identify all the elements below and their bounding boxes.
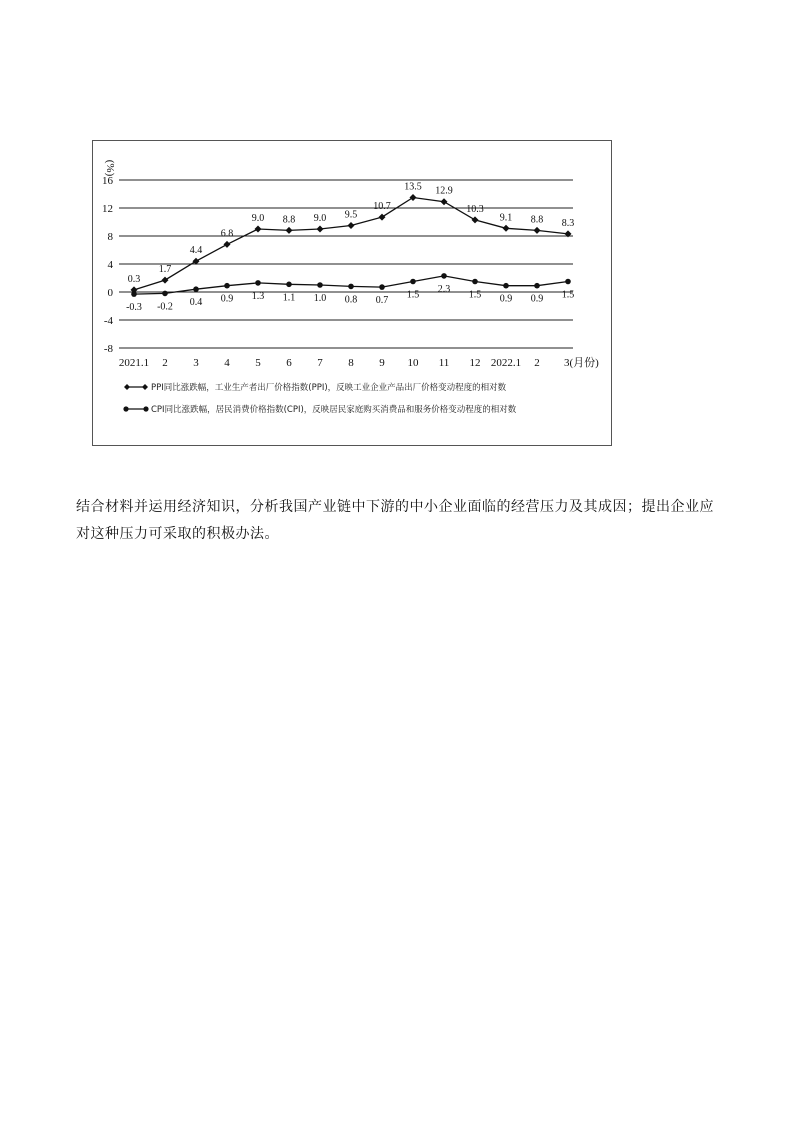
x-tick-label: 3(月份)	[564, 357, 599, 369]
x-tick-label: 2022.1	[490, 357, 522, 369]
y-tick-label: -8	[103, 343, 113, 355]
cpi-value-label: -0.2	[157, 301, 173, 313]
x-tick-label: 5	[255, 357, 261, 369]
ppi-value-label: 10.3	[466, 203, 484, 215]
ppi-point	[441, 198, 448, 205]
cpi-value-label: 1.5	[468, 289, 482, 301]
ppi-point	[162, 277, 169, 284]
x-tick-label: 4	[224, 357, 230, 369]
ppi-value-label: 9.0	[251, 213, 265, 224]
legend-marker-diamond	[124, 384, 130, 390]
ppi-value-label: 0.3	[127, 273, 141, 285]
x-tick-label: 11	[438, 357, 450, 369]
x-tick-label: 9	[379, 357, 385, 369]
cpi-point	[534, 283, 540, 289]
cpi-value-label: 1.1	[282, 292, 296, 304]
cpi-point	[441, 273, 447, 279]
ppi-value-label: 9.0	[313, 213, 327, 224]
cpi-value-label: 0.9	[499, 293, 513, 305]
cpi-value-label: 2.3	[437, 283, 451, 295]
y-tick-label: 0	[107, 287, 113, 299]
ppi-value-label: 6.8	[220, 228, 234, 240]
cpi-point	[224, 283, 230, 289]
cpi-point	[317, 282, 323, 288]
ppi-point	[224, 241, 231, 248]
ppi-point	[255, 226, 262, 233]
cpi-value-label: 1.5	[561, 289, 575, 301]
legend-ppi: PPI同比涨跌幅，工业生产者出厂价格指数(PPI)，反映工业企业产品出厂价格变动程度的相对数	[151, 383, 507, 393]
cpi-value-label: 1.0	[313, 293, 327, 304]
x-tick-label: 12	[469, 357, 481, 369]
ppi-value-label: 9.1	[499, 212, 513, 224]
y-tick-label: -4	[103, 315, 113, 327]
ppi-point	[317, 226, 324, 233]
cpi-value-label: 1.5	[406, 289, 420, 301]
x-tick-label: 2021.1	[118, 357, 150, 369]
y-tick-label: 12	[102, 203, 113, 215]
cpi-value-label: 0.4	[189, 297, 203, 309]
cpi-value-label: 0.8	[344, 294, 358, 306]
x-tick-label: 7	[317, 357, 323, 369]
cpi-value-label: 0.9	[220, 293, 234, 305]
ppi-point	[503, 225, 510, 232]
cpi-point	[193, 286, 199, 292]
question-text: 结合材料并运用经济知识，分析我国产业链中下游的中小企业面临的经营压力及其成因；提出企业应对这种压力可采取的积极办法。	[76, 499, 714, 542]
ppi-value-label: 4.4	[189, 245, 203, 257]
ppi-point	[410, 194, 417, 201]
legend-marker-circle	[143, 406, 148, 411]
ppi-value-label: 10.7	[373, 201, 391, 213]
cpi-value-label: 0.7	[375, 295, 389, 307]
cpi-point	[348, 284, 354, 290]
x-tick-label: 3	[193, 357, 199, 369]
ppi-point	[286, 227, 293, 234]
cpi-value-label: 1.3	[251, 290, 265, 302]
y-tick-label: 16	[102, 175, 113, 187]
x-tick-label: 2	[162, 357, 168, 369]
cpi-point	[255, 280, 261, 286]
ppi-point	[379, 214, 386, 221]
x-tick-label: 10	[407, 357, 419, 369]
legend-marker-diamond	[142, 384, 148, 390]
chart-frame	[92, 140, 612, 446]
ppi-point	[472, 216, 479, 223]
cpi-point	[472, 279, 478, 285]
y-tick-label: 8	[107, 231, 113, 243]
cpi-value-label: -0.3	[126, 302, 142, 314]
x-tick-label: 8	[348, 357, 354, 369]
cpi-point	[503, 283, 509, 289]
ppi-point	[534, 227, 541, 234]
x-tick-label: 6	[286, 357, 292, 369]
cpi-point	[410, 279, 416, 285]
cpi-point	[565, 279, 571, 285]
cpi-value-label: 0.9	[530, 293, 544, 305]
ppi-value-label: 8.3	[561, 217, 575, 229]
legend-marker-circle	[123, 406, 128, 411]
y-tick-label: 4	[107, 259, 113, 271]
cpi-point	[379, 284, 385, 290]
ppi-point	[348, 222, 355, 229]
legend-cpi: CPI同比涨跌幅，居民消费价格指数(CPI)，反映居民家庭购买消费品和服务价格变动程度的相对数	[151, 405, 517, 415]
ppi-cpi-line-chart	[93, 141, 613, 447]
x-tick-label: 2	[534, 357, 540, 369]
ppi-value-label: 1.7	[158, 264, 172, 276]
ppi-value-label: 12.9	[435, 185, 453, 197]
ppi-value-label: 8.8	[282, 214, 296, 226]
ppi-value-label: 13.5	[404, 181, 422, 193]
cpi-point	[162, 291, 168, 297]
y-axis-label: (%)	[104, 159, 116, 177]
cpi-point	[286, 282, 292, 288]
cpi-point	[131, 291, 137, 297]
ppi-value-label: 8.8	[530, 214, 544, 226]
ppi-value-label: 9.5	[344, 209, 358, 221]
